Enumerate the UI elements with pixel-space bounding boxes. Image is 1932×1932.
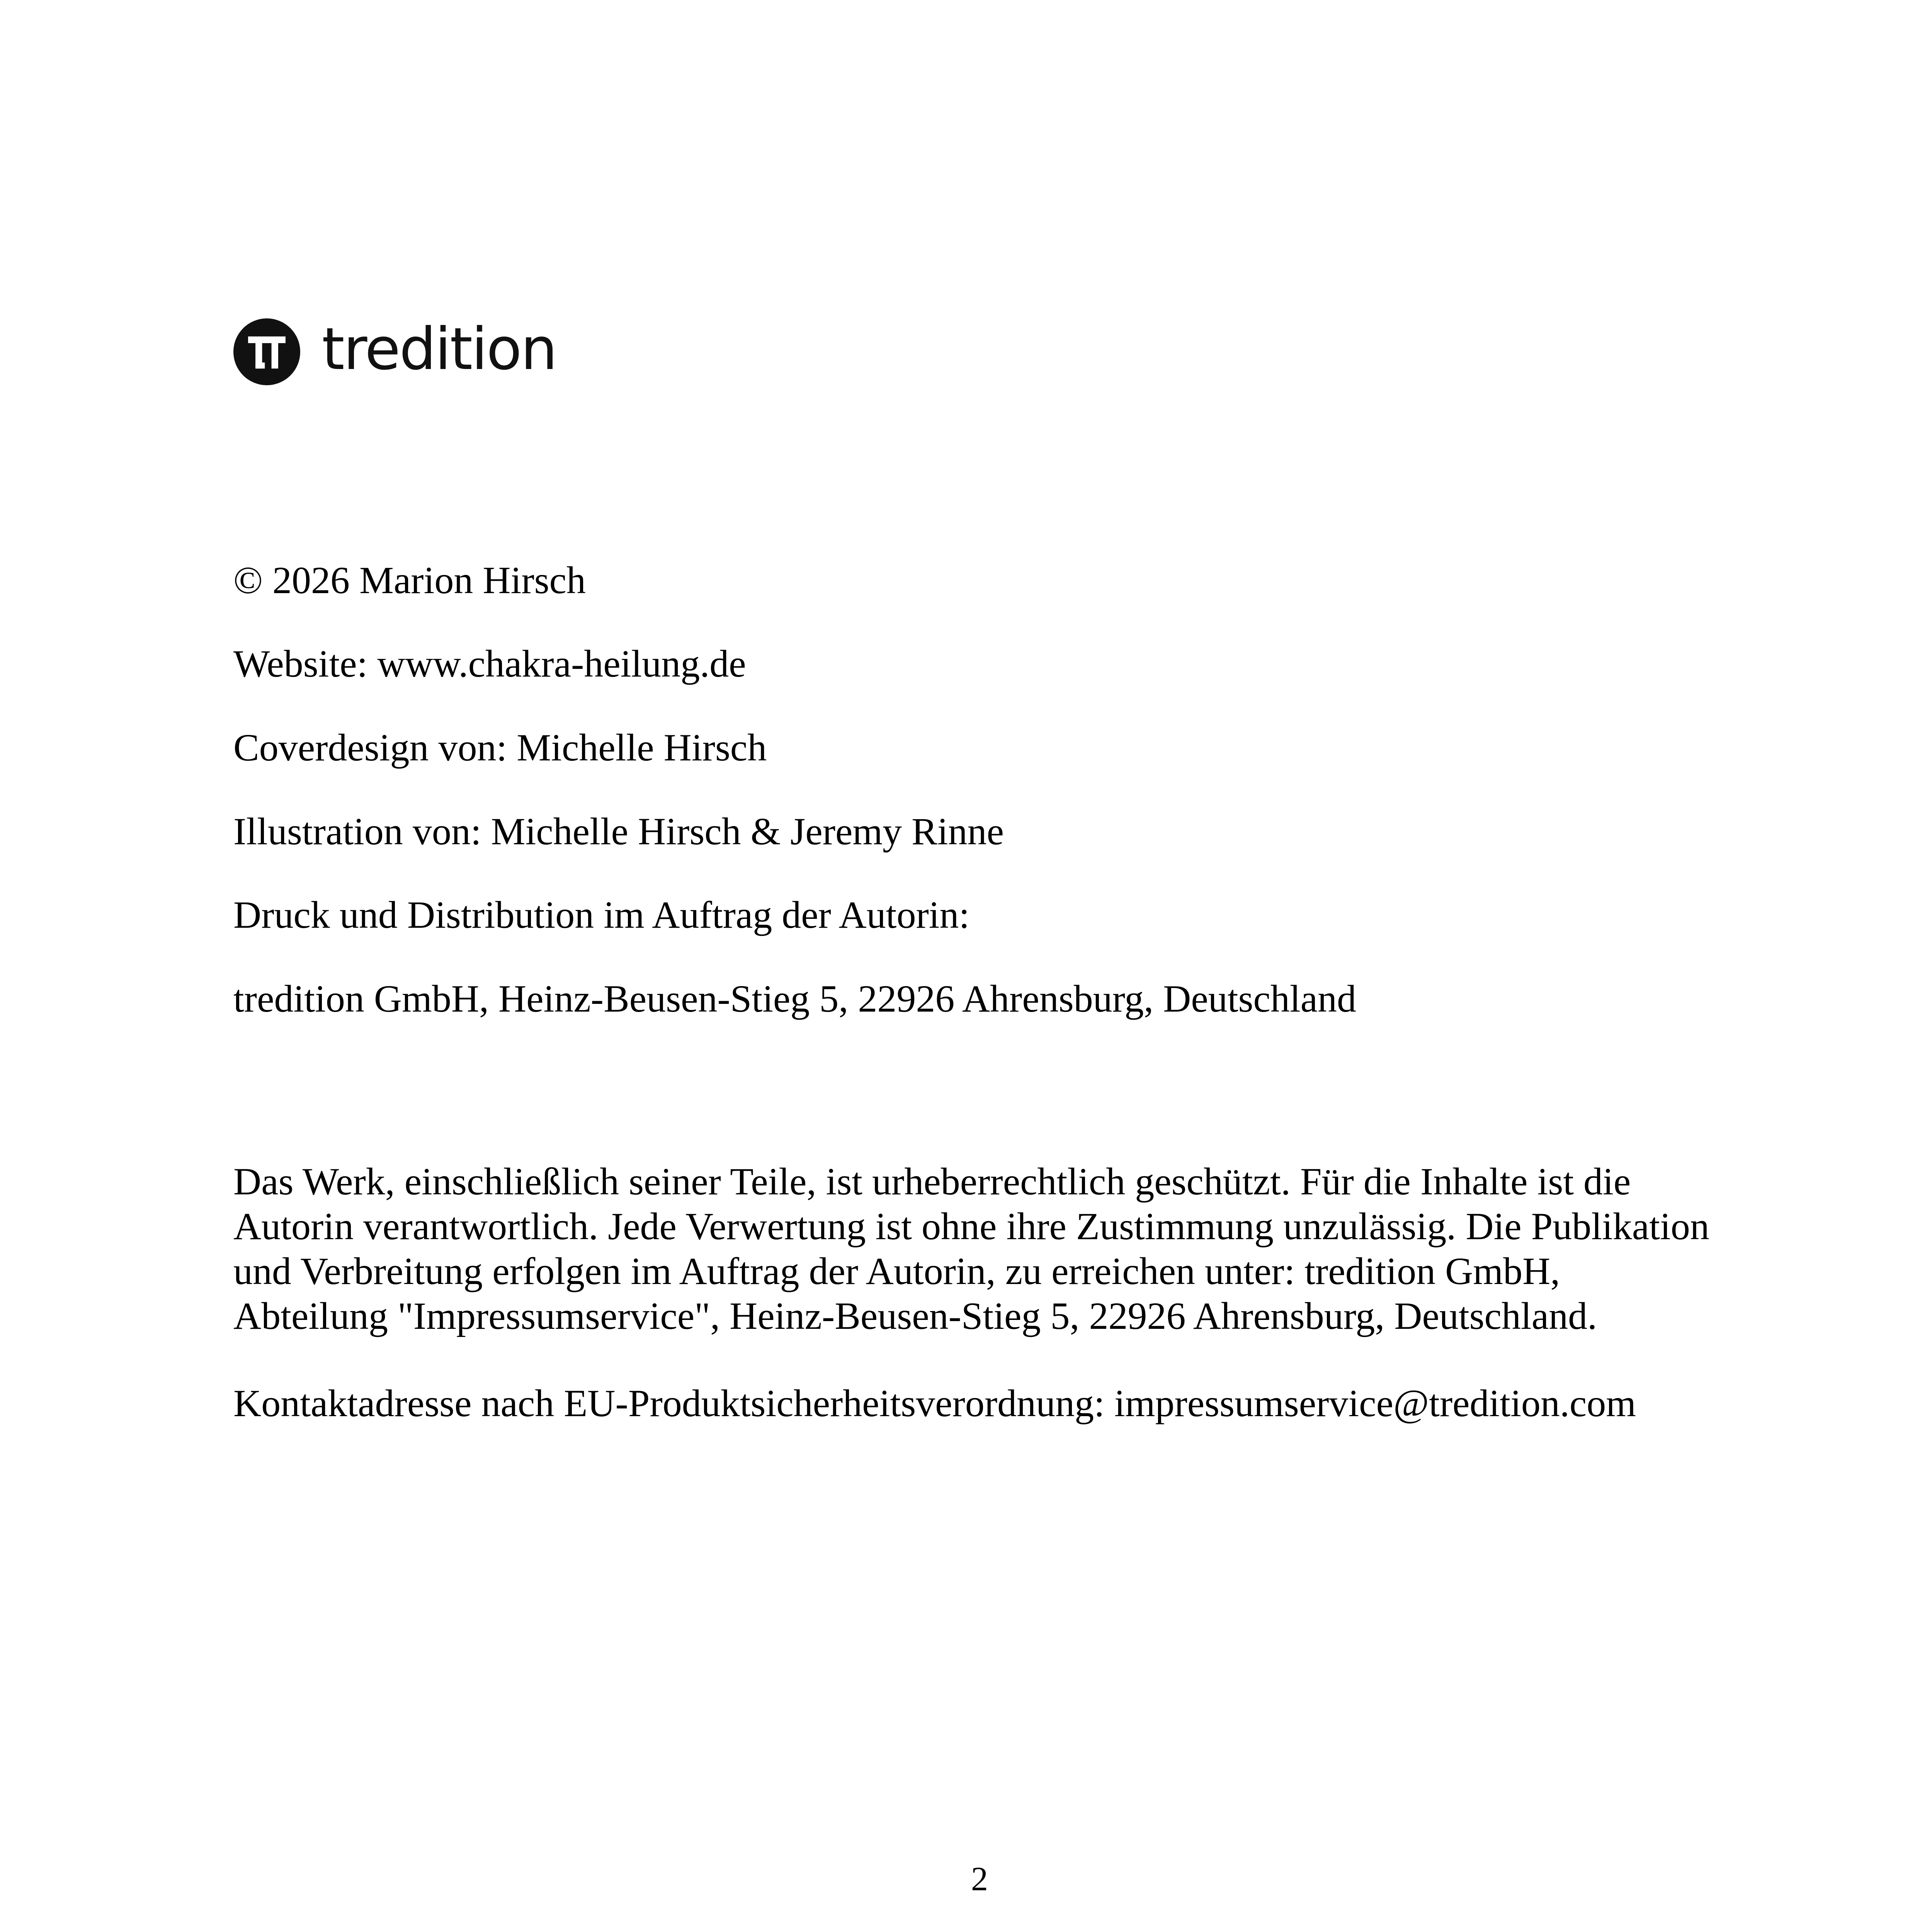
legal-line: Das Werk, einschließlich seiner Teile, ist urheberrechtlich geschützt. Für die Inhalte ist die [233,1160,1631,1203]
publisher-logo [233,317,556,386]
publisher-address-line: tredition GmbH, Heinz-Beusen-Stieg 5, 22926 Ahrensburg, Deutschland [233,977,1357,1020]
publisher-logo-wordmark: tredition [322,316,556,383]
legal-paragraph [233,1159,1779,1338]
illustration-line: Illustration von: Michelle Hirsch & Jeremy Rinne [233,810,1004,853]
legal-line: Autorin verantwortlich. Jede Verwertung ist ohne ihre Zustimmung unzulässig. Die Publikation [233,1205,1709,1248]
legal-line: und Verbreitung erfolgen im Auftrag der Autorin, zu erreichen unter: tredition GmbH, [233,1250,1560,1293]
legal-line: Abteilung "Impressumservice", Heinz-Beusen-Stieg 5, 22926 Ahrensburg, Deutschland. [233,1294,1597,1337]
cover-design-line: Coverdesign von: Michelle Hirsch [233,726,767,769]
tredition-logo-icon [233,318,300,385]
printing-line: Druck und Distribution im Auftrag der Autorin: [233,893,970,936]
copyright-line: © 2026 Marion Hirsch [233,559,586,602]
website-line: Website: www.chakra-heilung.de [233,642,746,685]
page-number: 2 [971,1861,988,1898]
contact-line: Kontaktadresse nach EU-Produktsicherheitsverordnung: impressumservice@tredition.com [233,1382,1636,1425]
